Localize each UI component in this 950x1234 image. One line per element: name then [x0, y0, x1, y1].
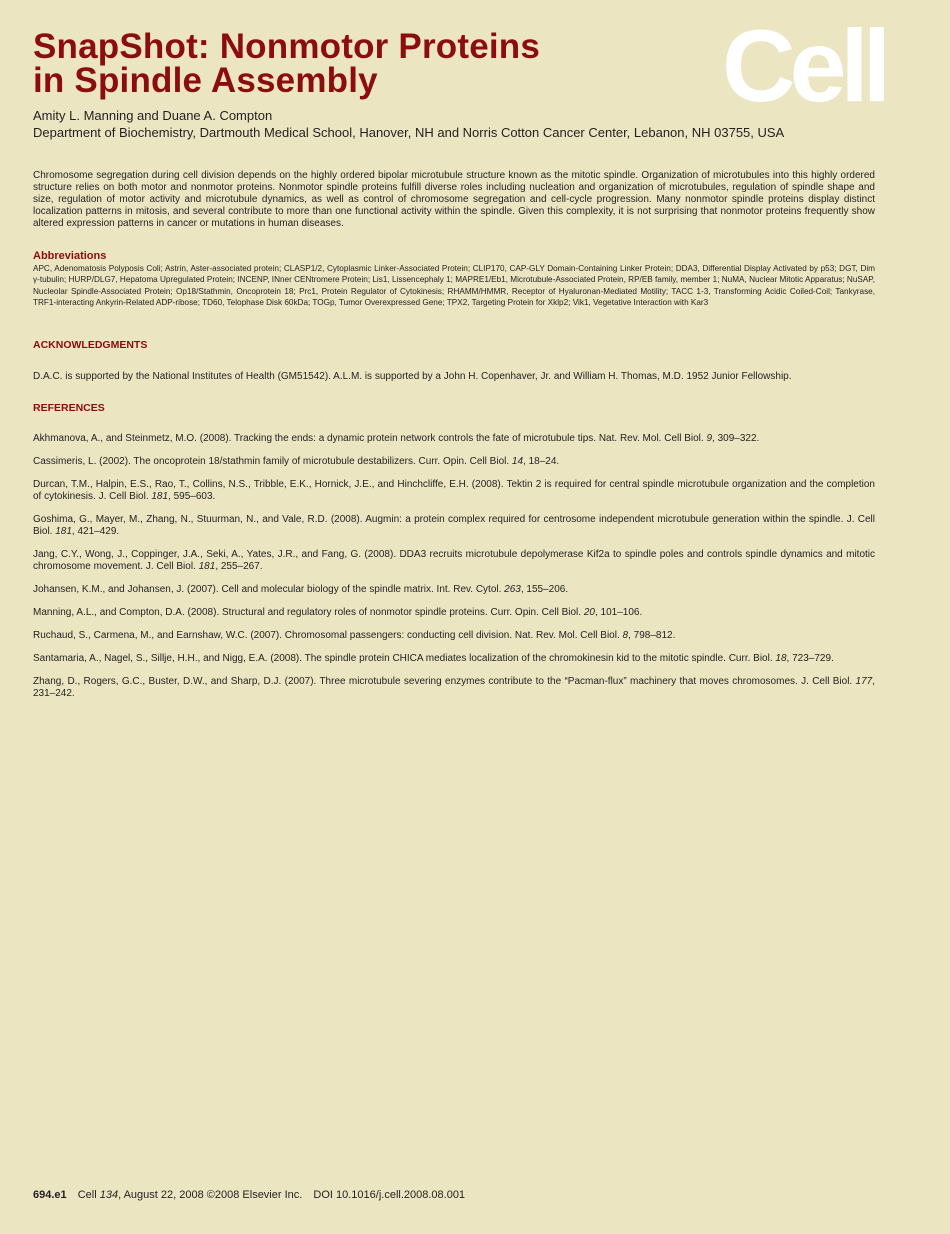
- abstract: Chromosome segregation during cell division depends on the highly ordered bipolar microtubule structure known as the mitotic spindle. Organization of microtubules into this highly ordered structure relies on both motor and nonmotor proteins. Nonmotor spindle proteins fulfill diverse roles including nucleation and organization of microtubules, regulation of spindle shape and size, regulation of motor activity and microtubule dynamics, as well as control of chromosome segregation and cell-cycle progression. Many nonmotor spindle proteins display distinct localization patterns in mitosis, and several contribute to more than one functional activity within the spindle. Given this complexity, it is not surprising that nonmotor proteins frequently show altered expression patterns in cancer or mutations in human diseases.: [33, 170, 875, 229]
- affiliation: Department of Biochemistry, Dartmouth Medical School, Hanover, NH and Norris Cotton Cancer Center, Lebanon, NH 03755, USA: [33, 125, 785, 140]
- page-title: [33, 27, 673, 100]
- reference-item: Zhang, D., Rogers, G.C., Buster, D.W., and Sharp, D.J. (2007). Three microtubule severing enzymes contribute to the “Pacman-flux” machinery that moves chromosomes. J. Cell Biol. 177, 231–242.: [33, 676, 875, 699]
- abbreviations-text: APC, Adenomatosis Polyposis Coli; Astrin, Aster-associated protein; CLASP1/2, Cytoplasmic Linker-Associated Protein; CLIP170, CAP-GLY Domain-Containing Linker Protein; DDA3, Differential Display Activated by p53; DGT, Dim γ-tubulin; HURP/DLG7, Hepatoma Upregulated Protein; INCENP, INner CENtromere Protein; Lis1, Lissencephaly 1; MAPRE1/Eb1, Microtubule-Associated Protein, RP/EB family, member 1; NuMA, Nuclear Mitotic Apparatus; NuSAP, Nucleolar Spindle-Associated Protein; Op18/Stathmin, Oncoprotein 18; Prc1, Protein Regulator of Cytokinesis; RHAMM/HMMR, Receptor of Hyaluronan-Mediated Motility; TACC 1-3, Transforming Acidic Coiled-Coil; Tankyrase, TRF1-interacting Ankyrin-Related ADP-ribose; TD60, Telophase Disk 60kDa; TOGp, Tumor Overexpressed Gene; TPX2, Targeting Protein for Xklp2; Vik1, Vegetative Interaction with Kar3: [33, 264, 875, 308]
- journal-citation: Cell 134, August 22, 2008 ©2008 Elsevier Inc.: [77, 1189, 303, 1201]
- doi: DOI 10.1016/j.cell.2008.08.001: [313, 1189, 466, 1201]
- reference-item: Akhmanova, A., and Steinmetz, M.O. (2008). Tracking the ends: a dynamic protein network controls the fate of microtubule tips. Nat. Rev. Mol. Cell Biol. 9, 309–322.: [33, 433, 760, 444]
- reference-item: Ruchaud, S., Carmena, M., and Earnshaw, W.C. (2007). Chromosomal passengers: conducting cell division. Nat. Rev. Mol. Cell Biol. 8, 798–812.: [33, 630, 676, 641]
- references-heading: REFERENCES: [33, 402, 105, 414]
- reference-item: Johansen, K.M., and Johansen, J. (2007). Cell and molecular biology of the spindle matrix. Int. Rev. Cytol. 263, 155–206.: [33, 584, 569, 595]
- page-footer: [33, 1189, 473, 1202]
- acknowledgments-heading: ACKNOWLEDGMENTS: [33, 339, 148, 351]
- acknowledgments-text: D.A.C. is supported by the National Institutes of Health (GM51542). A.L.M. is supported by a John H. Copenhaver, Jr. and William H. Thomas, M.D. 1952 Junior Fellowship.: [33, 371, 792, 382]
- reference-list: [33, 433, 875, 711]
- reference-item: Santamaria, A., Nagel, S., Sillje, H.H., and Nigg, E.A. (2008). The spindle protein CHICA mediates localization of the chromokinesin kid to the mitotic spindle. Curr. Biol. 18, 723–729.: [33, 653, 834, 664]
- title-line-2: in Spindle Assembly: [33, 61, 378, 100]
- reference-item: Manning, A.L., and Compton, D.A. (2008). Structural and regulatory roles of nonmotor spindle proteins. Curr. Opin. Cell Biol. 20, 101–106.: [33, 607, 643, 618]
- reference-item: Durcan, T.M., Halpin, E.S., Rao, T., Collins, N.S., Tribble, E.K., Hornick, J.E., and Hinchcliffe, E.H. (2008). Tektin 2 is required for central spindle microtubule organization and the completion of cytokinesis. J. Cell Biol. 181, 595–603.: [33, 479, 875, 502]
- journal-logo: Cell: [722, 9, 886, 123]
- authors: Amity L. Manning and Duane A. Compton: [33, 108, 273, 123]
- reference-item: Cassimeris, L. (2002). The oncoprotein 18/stathmin family of microtubule destabilizers. Curr. Opin. Cell Biol. 14, 18–24.: [33, 456, 560, 467]
- page-number: 694.e1: [33, 1189, 67, 1201]
- title-line-1: SnapShot: Nonmotor Proteins: [33, 27, 541, 66]
- abbreviations-heading: Abbreviations: [33, 250, 107, 262]
- reference-item: Goshima, G., Mayer, M., Zhang, N., Stuurman, N., and Vale, R.D. (2008). Augmin: a protein complex required for centrosome independent microtubule generation within the spindle. J. Cell Biol. 181, 421–429.: [33, 514, 875, 537]
- reference-item: Jang, C.Y., Wong, J., Coppinger, J.A., Seki, A., Yates, J.R., and Fang, G. (2008). DDA3 recruits microtubule depolymerase Kif2a to spindle poles and controls spindle dynamics and mitotic chromosome movement. J. Cell Biol. 181, 255–267.: [33, 549, 875, 572]
